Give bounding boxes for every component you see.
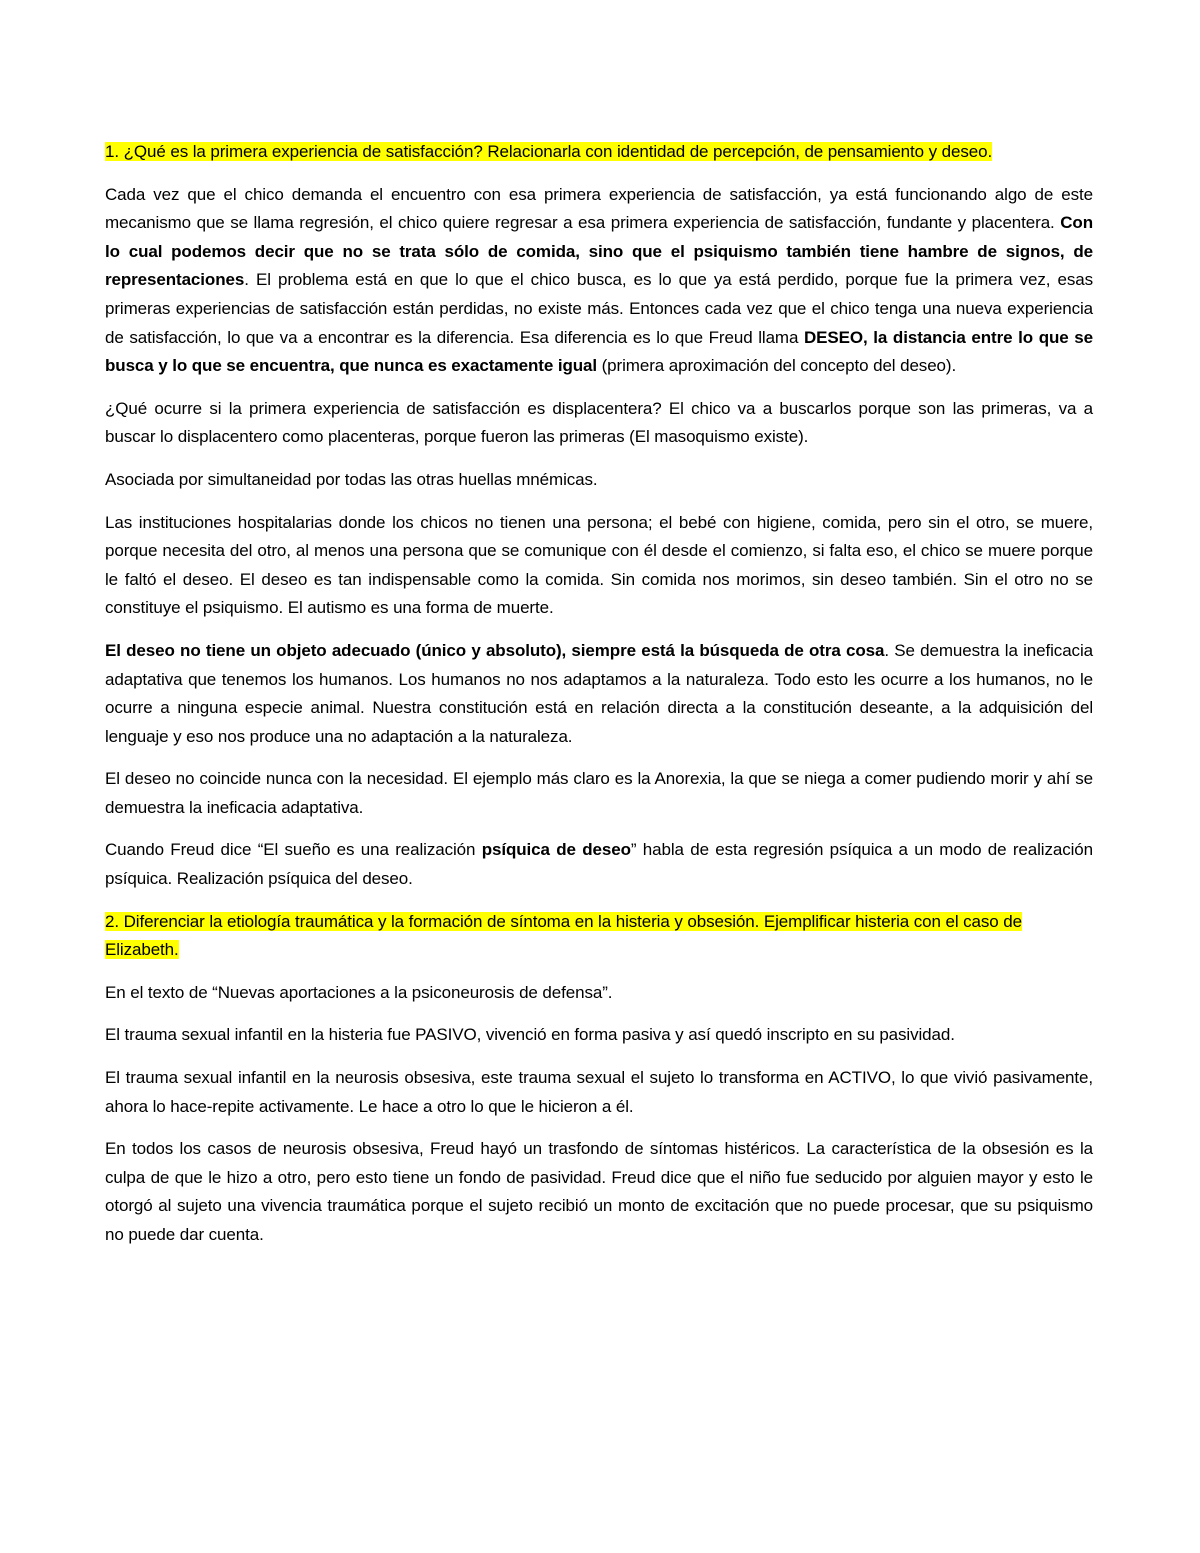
paragraph-satisfaction xyxy=(105,181,1093,381)
paragraph-dream xyxy=(105,836,1093,893)
paragraph-text-reference: En el texto de “Nuevas aportaciones a la psiconeurosis de defensa”. xyxy=(105,982,613,1002)
question-2 xyxy=(105,908,1093,965)
paragraph-dream-text-b: ” habla de esta regresión psíquica a un modo de realización psíquica. Realización psíquica del deseo. xyxy=(105,840,1093,889)
paragraph-satisfaction-text-c: (primera aproximación del concepto del deseo). xyxy=(597,356,957,376)
paragraph-satisfaction-bold-a: Con lo cual podemos decir que no se trata sólo de comida, sino que el psiquismo también tiene hambre de signos, de representaciones xyxy=(105,213,1093,290)
paragraph-obsessive-trauma: El trauma sexual infantil en la neurosis obsesiva, este trauma sexual el sujeto lo transforma en ACTIVO, lo que vivió pasivamente, ahora lo hace-repite activamente. Le hace a otro lo que le hicieron a él. xyxy=(105,1068,1093,1116)
paragraph-dream-bold: psíquica de deseo xyxy=(481,840,631,860)
paragraph-simultaneity: Asociada por simultaneidad por todas las otras huellas mnémicas. xyxy=(105,469,598,489)
paragraph-object-bold: El deseo no tiene un objeto adecuado (único y absoluto), siempre está la búsqueda de otra cosa xyxy=(105,640,885,660)
paragraph-displeasure: ¿Qué ocurre si la primera experiencia de satisfacción es displacentera? El chico va a buscarlos porque son las primeras, va a buscar lo displacentero como placenteras, porque fueron las primeras (El masoquismo existe). xyxy=(105,398,1093,447)
question-2-highlight: 2. Diferenciar la etiología traumática y la formación de síntoma en la histeria y obsesión. Ejemplificar histeria con el caso de Elizabeth. xyxy=(105,911,1022,960)
question-1-highlight: 1. ¿Qué es la primera experiencia de satisfacción? Relacionarla con identidad de percepción, de pensamiento y deseo. xyxy=(105,142,993,161)
paragraph-object xyxy=(105,637,1093,751)
paragraph-satisfaction-text-a: Cada vez que el chico demanda el encuentro con esa primera experiencia de satisfacción, ya está funcionando algo de este mecanismo que se llama regresión, el chico quiere regresar a esa primera experiencia de satisfacción, fundante y placentera. xyxy=(105,184,1093,233)
paragraph-necessity: El deseo no coincide nunca con la necesidad. El ejemplo más claro es la Anorexia, la que se niega a comer pudiendo morir y ahí se demuestra la ineficacia adaptativa. xyxy=(105,769,1093,817)
paragraph-hysteria-trauma: El trauma sexual infantil en la histeria fue PASIVO, vivenció en forma pasiva y así quedó inscripto en su pasividad. xyxy=(105,1025,955,1045)
paragraph-institutions: Las instituciones hospitalarias donde los chicos no tienen una persona; el bebé con higiene, comida, pero sin el otro, se muere, porque necesita del otro, al menos una persona que se comunique con él desde el comienzo, si falta eso, el chico se muere porque le faltó el deseo. El deseo es tan indispensable como la comida. Sin comida nos morimos, sin deseo también. Sin el otro no se constituye el psiquismo. El autismo es una forma de muerte. xyxy=(105,512,1093,618)
document-page xyxy=(105,138,1093,1264)
paragraph-obsessive-cases: En todos los casos de neurosis obsesiva, Freud hayó un trasfondo de síntomas histéricos. La característica de la obsesión es la culpa de que le hizo a otro, pero esto tiene un fondo de pasividad. Freud dice que el niño fue seducido por alguien mayor y esto le otorgó al sujeto una vivencia traumática porque el sujeto recibió un monto de excitación que no puede procesar, que su psiquismo no puede dar cuenta. xyxy=(105,1139,1093,1244)
question-1 xyxy=(105,138,1093,167)
paragraph-satisfaction-bold-b: DESEO, la distancia entre lo que se busca y lo que se encuentra, que nunca es exactamente igual xyxy=(105,327,1093,376)
paragraph-satisfaction-text-b: . El problema está en que lo que el chico busca, es lo que ya está perdido, porque fue la primera vez, esas primeras experiencias de satisfacción están perdidas, no existe más. Entonces cada vez que el chico tenga una nueva experiencia de satisfacción, lo que va a encontrar es la diferencia. Esa diferencia es lo que Freud llama xyxy=(105,270,1093,347)
paragraph-dream-text-a: Cuando Freud dice “El sueño es una realización xyxy=(105,840,482,860)
paragraph-object-text: . Se demuestra la ineficacia adaptativa que tenemos los humanos. Los humanos no nos adaptamos a la naturaleza. Todo esto les ocurre a los humanos, no le ocurre a ninguna especie animal. Nuestra constitución está en relación directa a la constitución deseante, a la adquisición del lenguaje y eso nos produce una no adaptación a la naturaleza. xyxy=(105,640,1093,746)
